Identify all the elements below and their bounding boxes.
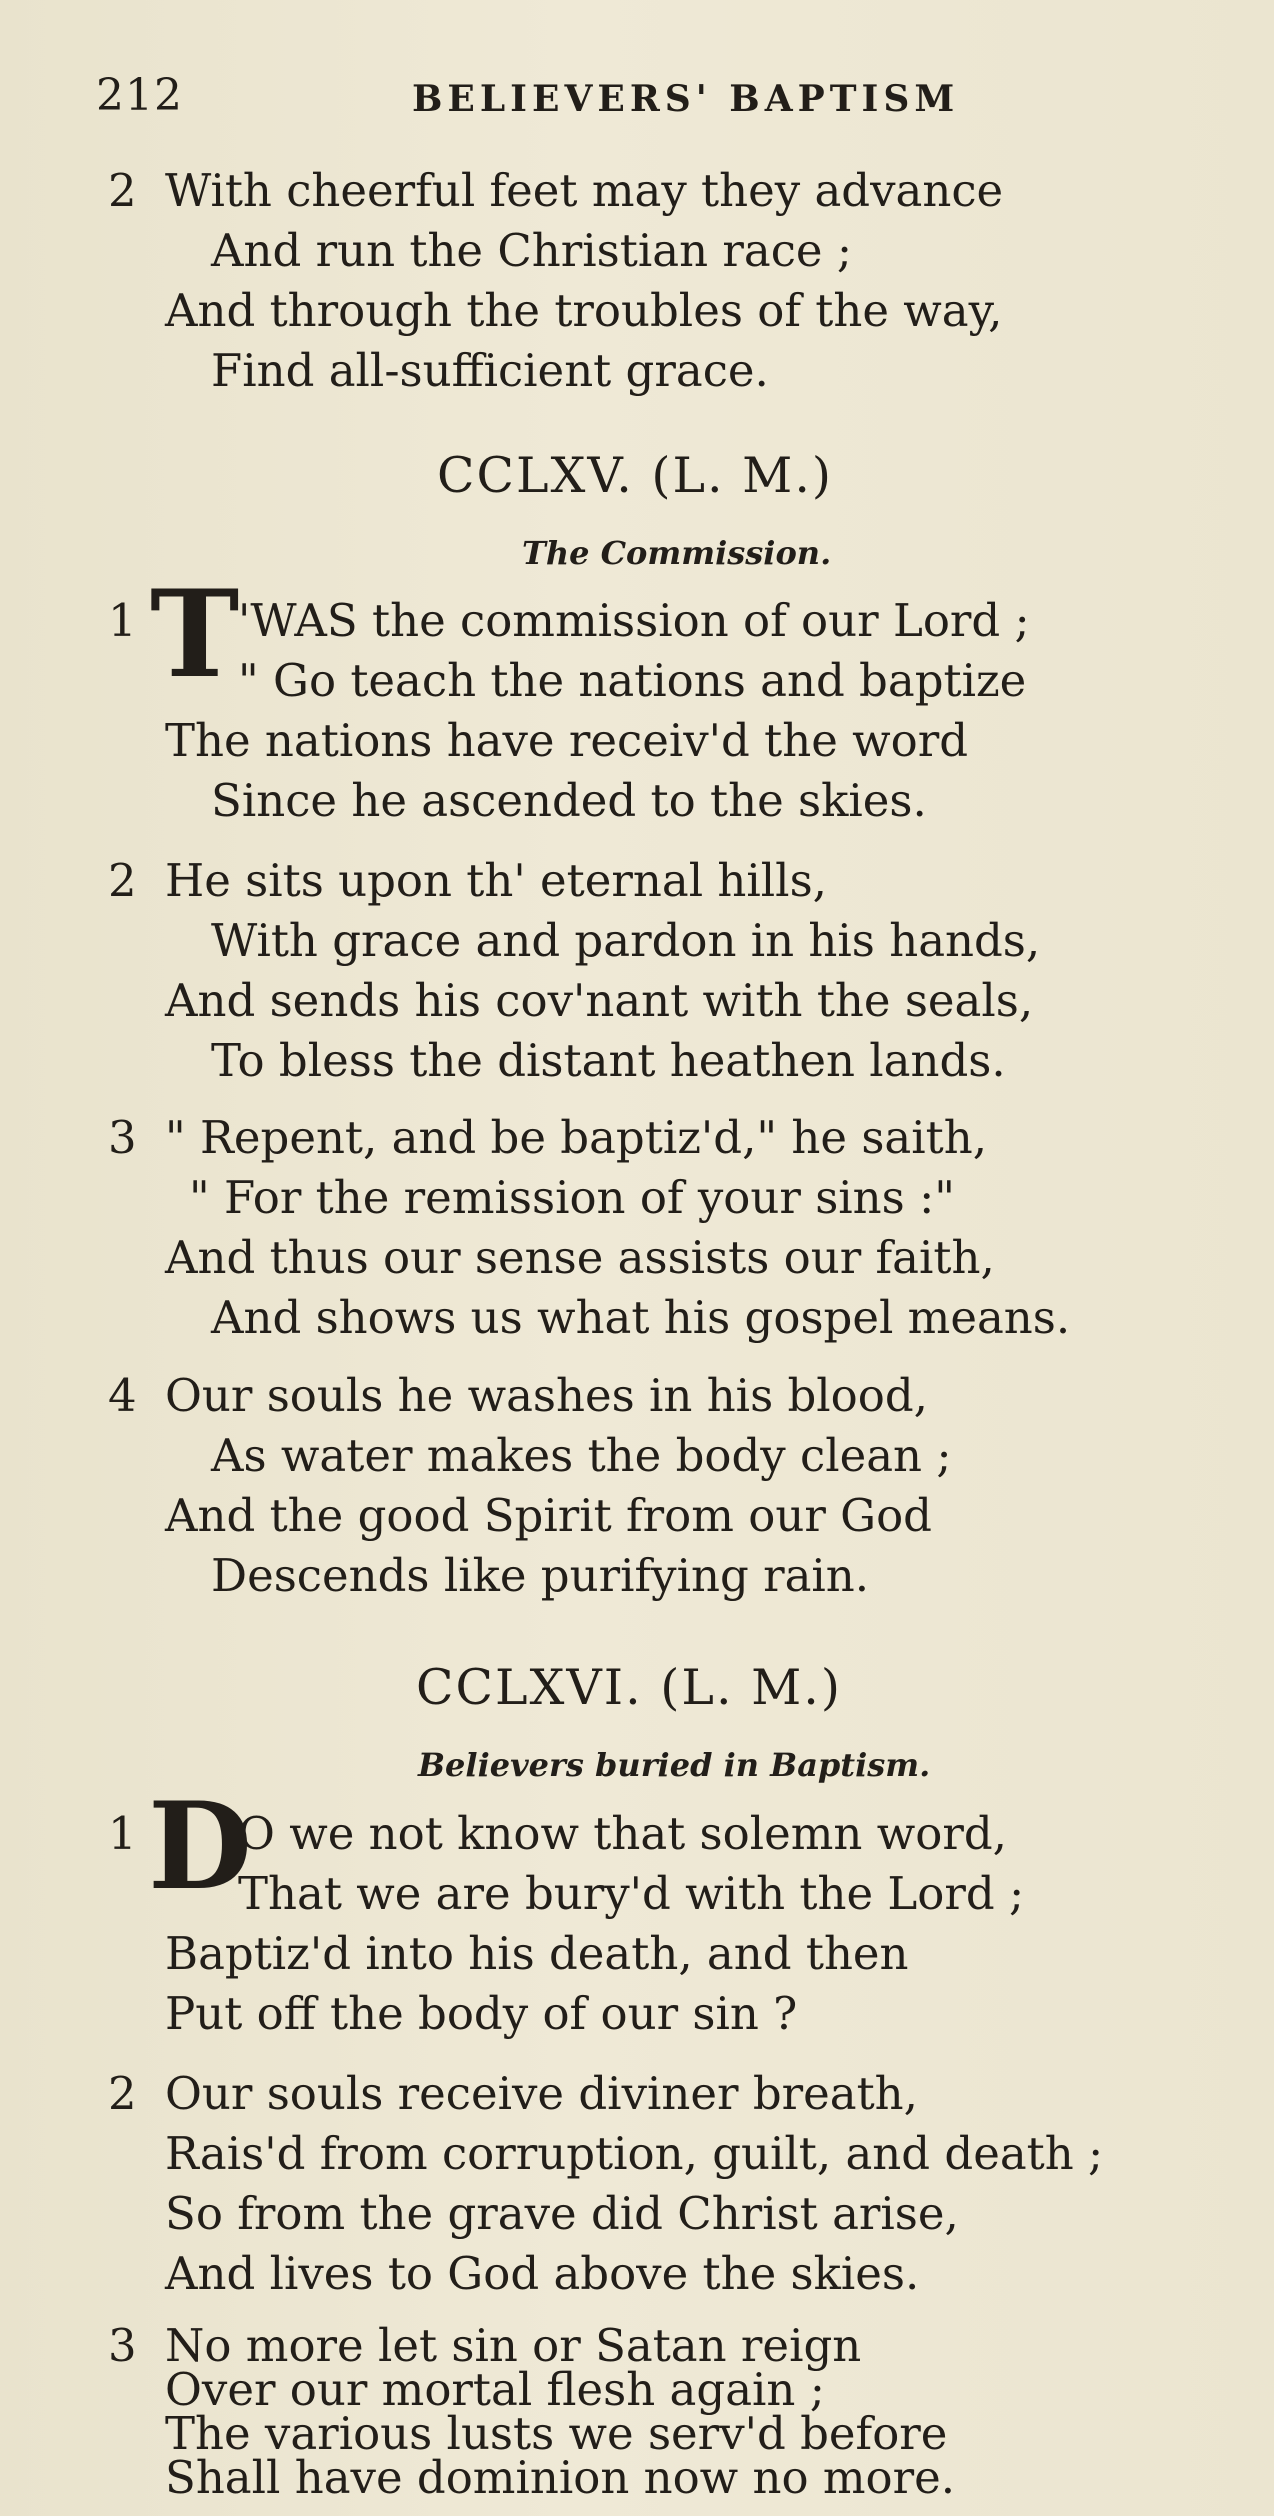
verse-line: " Go teach the nations and baptize: [238, 654, 1027, 707]
verse-line: Our souls he washes in his blood,: [165, 1369, 928, 1422]
verse-line: And the good Spirit from our God: [165, 1489, 932, 1542]
verse-line: O we not know that solemn word,: [238, 1807, 1007, 1860]
verse-line: 'WAS the commission of our Lord ;: [238, 594, 1030, 647]
verse-number: 3: [108, 1111, 137, 1164]
verse-line: To bless the distant heathen lands.: [211, 1034, 1006, 1087]
verse-line: Rais'd from corruption, guilt, and death ;: [165, 2127, 1104, 2180]
verse-line: He sits upon th' eternal hills,: [165, 854, 827, 907]
verse-line: With cheerful feet may they advance: [165, 164, 1004, 217]
hymn-subtitle: The Commission.: [522, 534, 832, 572]
drop-cap: T: [150, 564, 240, 705]
verse-number: 1: [108, 594, 137, 647]
page-number: 212: [96, 70, 183, 121]
verse-line: No more let sin or Satan reign: [165, 2319, 862, 2372]
verse-line: And sends his cov'nant with the seals,: [165, 974, 1034, 1027]
verse-line: Baptiz'd into his death, and then: [165, 1927, 909, 1980]
verse-line: The various lusts we serv'd before: [165, 2407, 948, 2460]
verse-line: " For the remission of your sins :": [189, 1171, 955, 1224]
verse-line: " Repent, and be baptiz'd," he saith,: [165, 1111, 987, 1164]
verse-number: 2: [108, 164, 137, 217]
verse-line: Shall have dominion now no more.: [165, 2451, 956, 2504]
drop-cap: D: [148, 1776, 253, 1917]
verse-line: That we are bury'd with the Lord ;: [238, 1867, 1025, 1920]
verse-number: 3: [108, 2319, 137, 2372]
running-title: BELIEVERS' BAPTISM: [412, 78, 960, 120]
verse-line: And through the troubles of the way,: [165, 284, 1003, 337]
verse-line: The nations have receiv'd the word: [165, 714, 969, 767]
verse-line: Our souls receive diviner breath,: [165, 2067, 918, 2120]
hymn-title: CCLXVI. (L. M.): [416, 1659, 842, 1716]
verse-line: And lives to God above the skies.: [165, 2247, 920, 2300]
hymn-title: CCLXV. (L. M.): [437, 447, 834, 504]
verse-line: With grace and pardon in his hands,: [211, 914, 1041, 967]
hymn-subtitle: Believers buried in Baptism.: [418, 1746, 931, 1784]
verse-line: And shows us what his gospel means.: [211, 1291, 1071, 1344]
verse-number: 1: [108, 1807, 137, 1860]
verse-line: So from the grave did Christ arise,: [165, 2187, 959, 2240]
verse-line: And thus our sense assists our faith,: [165, 1231, 995, 1284]
verse-line: Over our mortal flesh again ;: [165, 2363, 825, 2416]
verse-line: Descends like purifying rain.: [211, 1549, 870, 1602]
verse-number: 2: [108, 854, 137, 907]
page-header: [96, 70, 1096, 130]
verse-line: Since he ascended to the skies.: [211, 774, 927, 827]
verse-number: 4: [108, 1369, 137, 1422]
verse-line: As water makes the body clean ;: [211, 1429, 952, 1482]
verse-line: Find all-sufficient grace.: [211, 344, 769, 397]
verse-number: 2: [108, 2067, 137, 2120]
verse-line: Put off the body of our sin ?: [165, 1987, 798, 2040]
verse-line: And run the Christian race ;: [211, 224, 853, 277]
